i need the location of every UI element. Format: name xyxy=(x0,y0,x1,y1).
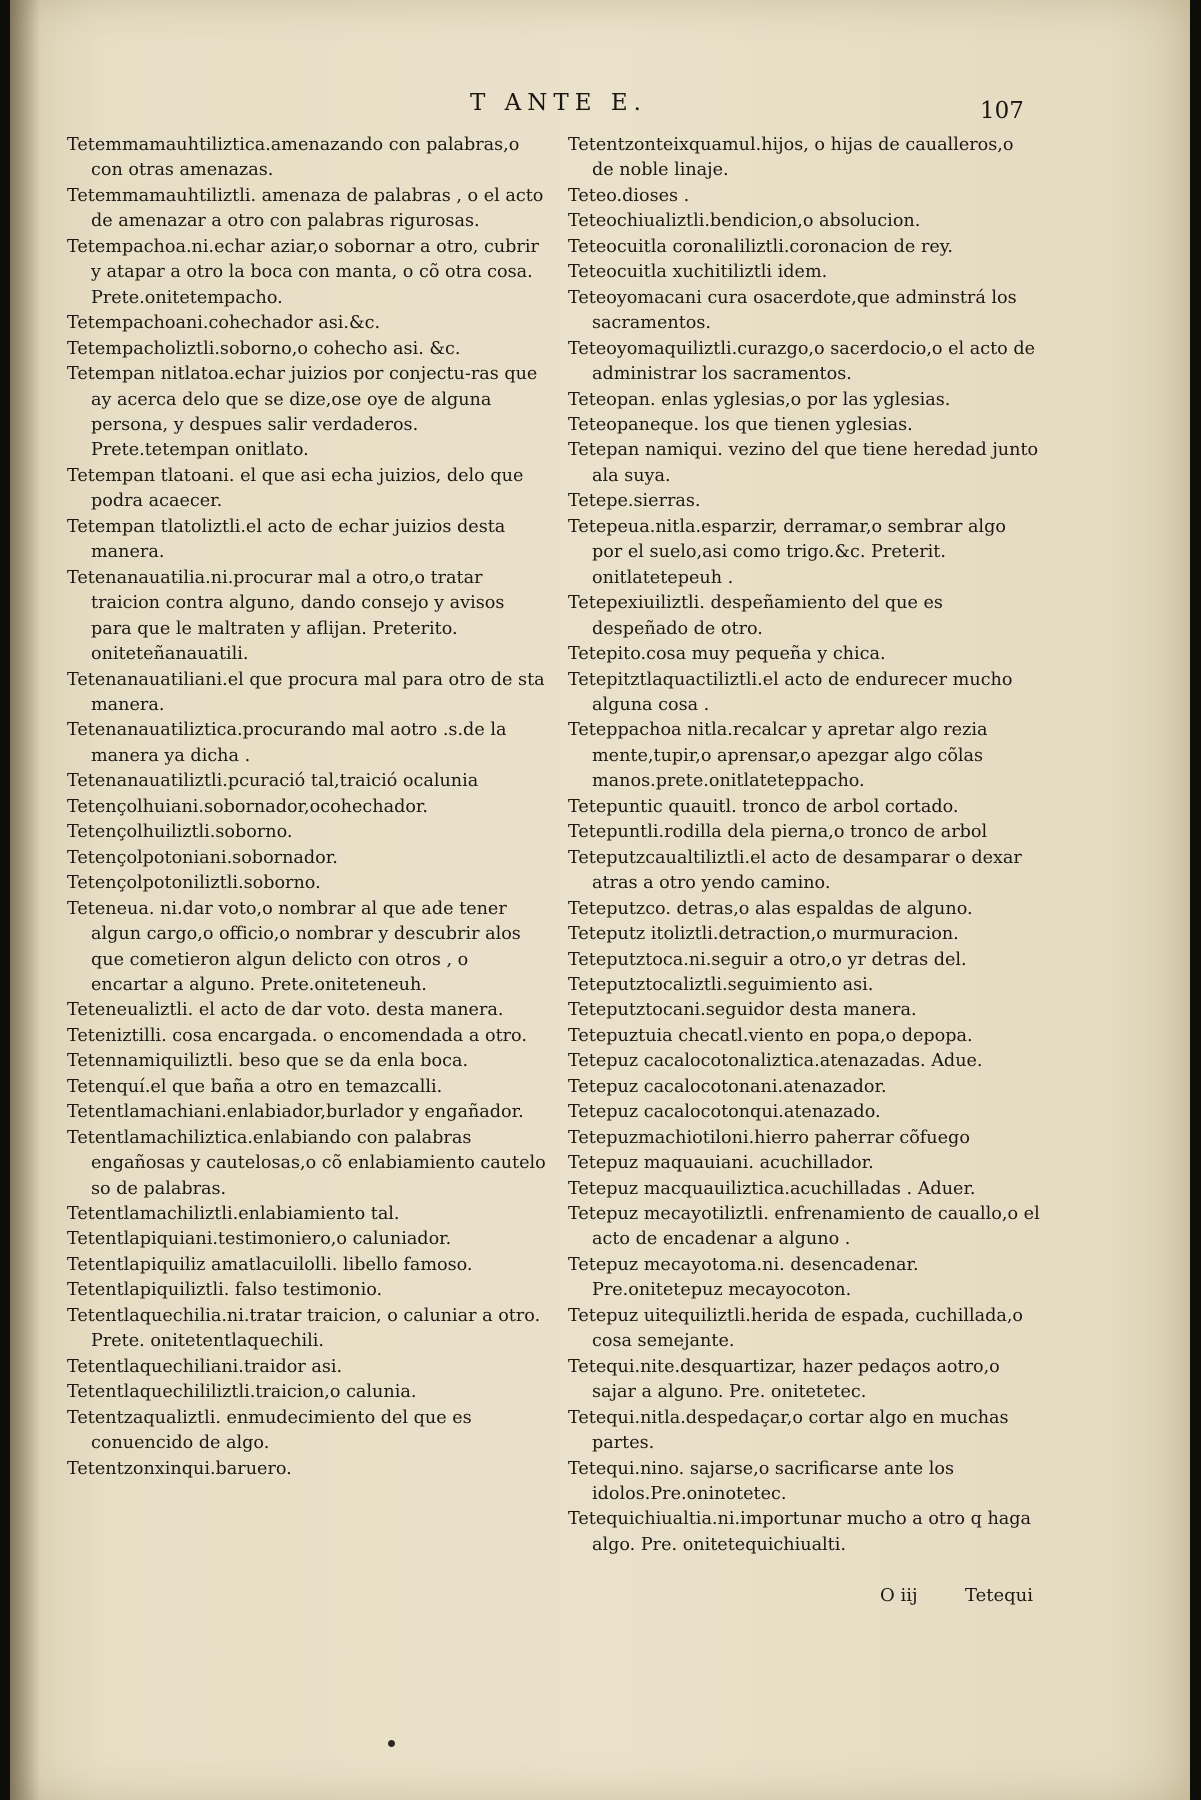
dictionary-entry: Tetentlamachiliztli.enlabiamiento tal. xyxy=(67,1204,400,1225)
dictionary-entry: Tetempan tlatoliztli.el acto de echar juizios desta manera. xyxy=(67,516,506,563)
dictionary-entry: Tetequi.nitla.despedaçar,o cortar algo en muchas partes. xyxy=(568,1407,1009,1454)
dictionary-entry: Tetençolpotoniliztli.soborno. xyxy=(67,873,321,894)
folio-number: 107 xyxy=(980,98,1024,124)
running-head: T ANTE E. xyxy=(470,90,647,116)
dictionary-entry: Tetempachoani.cohechador asi.&c. xyxy=(67,313,381,334)
dictionary-entry: Tetequi.nino. sajarse,o sacrificarse ante los idolos.Pre.oninotetec. xyxy=(568,1458,954,1505)
dictionary-entry: Tetennamiquiliztli. beso que se da enla boca. xyxy=(67,1051,469,1072)
dictionary-entry: Tetepuntic quauitl. tronco de arbol cortado. xyxy=(568,796,959,817)
dictionary-entry: Tetepuzmachiotiloni.hierro paherrar cõfuego xyxy=(568,1127,970,1148)
dictionary-entry: Tetempachoa.ni.echar aziar,o sobornar a otro, cubrir y atapar a otro la boca con manta, o cõ otra cosa. Prete.onitetempacho. xyxy=(67,236,539,308)
signature-mark: O iij xyxy=(880,1585,918,1606)
dictionary-entry: Tetemmamauhtiliztica.amenazando con palabras,o con otras amenazas. xyxy=(67,135,520,181)
dictionary-entry: Teteputztocaliztli.seguimiento asi. xyxy=(568,974,874,995)
dictionary-entry: Teteochiualiztli.bendicion,o absolucion. xyxy=(568,211,921,232)
dictionary-entry: Tetepuz cacalocotonaliztica.atenazadas. Adue. xyxy=(568,1051,983,1072)
dictionary-entry: Tetentlamachiani.enlabiador,burlador y engañador. xyxy=(67,1102,524,1123)
facing-page-bleed xyxy=(8,120,30,1620)
dictionary-entry: Tetepan namiqui. vezino del que tiene heredad junto ala suya. xyxy=(568,440,1039,486)
dictionary-entry: Teteputztoca.ni.seguir a otro,o yr detras del. xyxy=(568,949,967,970)
right-column xyxy=(568,133,1040,1558)
dictionary-entry: Tetenquí.el que baña a otro en temazcalli. xyxy=(67,1076,443,1097)
dictionary-entry: Teteniztilli. cosa encargada. o encomendada a otro. xyxy=(67,1025,527,1046)
dictionary-entry: Tetentzonxinqui.baruero. xyxy=(67,1458,292,1479)
dictionary-entry: Tetenanauatilia.ni.procurar mal a otro,o tratar traicion contra alguno, dando consejo y avisos para que le maltraten y aflijan. Preterito. oniteteñanauatili. xyxy=(67,567,505,665)
dictionary-entry: Teteputz itoliztli.detraction,o murmuracion. xyxy=(568,924,959,945)
dictionary-entry: Tetentlapiquiani.testimoniero,o caluniador. xyxy=(67,1229,452,1250)
dictionary-entry: Teteputzco. detras,o alas espaldas de alguno. xyxy=(568,898,973,919)
dictionary-entry: Tetepuz maquauiani. acuchillador. xyxy=(568,1153,874,1174)
dictionary-entry: Tetepuz cacalocotonqui.atenazado. xyxy=(568,1102,881,1123)
dictionary-entry: Tetentlaquechilia.ni.tratar traicion, o caluniar a otro. Prete. onitetentlaquechili. xyxy=(67,1305,541,1352)
dictionary-entry: Teteppachoa nitla.recalcar y apretar algo rezia mente,tupir,o aprensar,o apezgar algo cõlas manos.prete.onitlateteppacho. xyxy=(568,720,988,792)
dictionary-entry: Tetentzaqualiztli. enmudecimiento del que es conuencido de algo. xyxy=(67,1407,472,1454)
dictionary-entry: Tetequi.nite.desquartizar, hazer pedaços aotro,o sajar a alguno. Pre. onitetetec. xyxy=(568,1356,1000,1403)
dictionary-entry: Teteocuitla xuchitiliztli idem. xyxy=(568,262,828,283)
dictionary-entry: Teteneua. ni.dar voto,o nombrar al que ade tener algun cargo,o officio,o nombrar y descubrir alos que cometieron algun delicto con otros , o encartar a alguno. Prete.oniteteneuh. xyxy=(67,898,521,995)
dictionary-entry: Tetepuz uitequiliztli.herida de espada, cuchillada,o cosa semejante. xyxy=(568,1305,1024,1352)
dictionary-entry: Teteoyomacani cura osacerdote,que adminstrá los sacramentos. xyxy=(568,287,1017,334)
dictionary-entry: Tetepexiuiliztli. despeñamiento del que es despeñado de otro. xyxy=(568,593,943,639)
dictionary-entry: Teteputztocani.seguidor desta manera. xyxy=(568,1000,917,1021)
dictionary-entry: Tetentzonteixquamul.hijos, o hijas de caualleros,o de noble linaje. xyxy=(568,135,1014,181)
dictionary-entry: Tetempan nitlatoa.echar juizios por conjectu-ras que ay acerca delo que se dize,ose oye de alguna persona, y despues salir verdaderos. Prete.tetempan onitlato. xyxy=(67,364,538,461)
dictionary-entry: Teteo.dioses . xyxy=(568,185,690,206)
dictionary-entry: Teteputzcaualtiliztli.el acto de desamparar o dexar atras a otro yendo camino. xyxy=(568,847,1022,894)
dictionary-entry: Tetepitztlaquactiliztli.el acto de endurecer mucho alguna cosa . xyxy=(568,669,1013,715)
dictionary-entry: Tetentlaquechililiztli.traicion,o calunia. xyxy=(67,1382,417,1403)
dictionary-entry: Tetençolpotoniani.sobornador. xyxy=(67,847,338,868)
catchword: Tetequi xyxy=(965,1585,1034,1606)
dictionary-entry: Tetenanauatiliztli.pcuració tal,traició ocalunia xyxy=(67,771,479,792)
dictionary-entry: Teteopaneque. los que tienen yglesias. xyxy=(568,414,913,435)
dictionary-entry: Tetempan tlatoani. el que asi echa juizios, delo que podra acaecer. xyxy=(67,465,524,512)
dictionary-entry: Tetepeua.nitla.esparzir, derramar,o sembrar algo por el suelo,asi como trigo.&c. Preterit. onitlatetepeuh . xyxy=(568,516,1006,588)
dictionary-entry: Teteneualiztli. el acto de dar voto. desta manera. xyxy=(67,1000,504,1021)
left-column xyxy=(67,133,547,1482)
dictionary-entry: Teteocuitla coronaliliztli.coronacion de rey. xyxy=(568,236,953,257)
dictionary-entry: Tetequichiualtia.ni.importunar mucho a otro q haga algo. Pre. onitetequichiualti. xyxy=(568,1509,1032,1555)
dictionary-entry: Tetempacholiztli.soborno,o cohecho asi. &c. xyxy=(67,338,461,359)
dictionary-entry: Tetemmamauhtiliztli. amenaza de palabras , o el acto de amenazar a otro con palabras rigurosas. xyxy=(67,185,544,232)
dictionary-entry: Tetepuz mecayotiliztli. enfrenamiento de cauallo,o el acto de encadenar a alguno . xyxy=(568,1204,1040,1250)
dictionary-entry: Tetepuntli.rodilla dela pierna,o tronco de arbol xyxy=(568,822,988,843)
dictionary-entry: Teteopan. enlas yglesias,o por las yglesias. xyxy=(568,389,951,410)
dictionary-entry: Tetentlaquechiliani.traidor asi. xyxy=(67,1356,343,1377)
dictionary-entry: Tetepuz mecayotoma.ni. desencadenar. Pre.onitetepuz mecayocoton. xyxy=(568,1254,919,1301)
dictionary-entry: Tetepuz cacalocotonani.atenazador. xyxy=(568,1076,887,1097)
dictionary-entry: Tetenanauatiliztica.procurando mal aotro .s.de la manera ya dicha . xyxy=(67,720,507,766)
dictionary-entry: Tetepe.sierras. xyxy=(568,491,701,512)
dictionary-entry: Tetençolhuiani.sobornador,ocohechador. xyxy=(67,796,429,817)
dictionary-entry: Tetenanauatiliani.el que procura mal para otro de sta manera. xyxy=(67,669,545,715)
dictionary-entry: Teteoyomaquiliztli.curazgo,o sacerdocio,o el acto de administrar los sacramentos. xyxy=(568,338,1036,385)
dictionary-entry: Tetepuz macquauiliztica.acuchilladas . Aduer. xyxy=(568,1178,976,1199)
dictionary-entry: Tetepito.cosa muy pequeña y chica. xyxy=(568,644,886,665)
dictionary-entry: Tetentlapiquiliztli. falso testimonio. xyxy=(67,1280,383,1301)
dictionary-entry: Tetençolhuiliztli.soborno. xyxy=(67,822,293,843)
ink-dot xyxy=(388,1740,395,1747)
dictionary-entry: Tetentlamachiliztica.enlabiando con palabras engañosas y cautelosas,o cõ enlabiamiento cautelo so de palabras. xyxy=(67,1127,546,1199)
dictionary-entry: Tetentlapiquiliz amatlacuilolli. libello famoso. xyxy=(67,1254,473,1275)
dictionary-entry: Tetepuztuia checatl.viento en popa,o depopa. xyxy=(568,1025,973,1046)
